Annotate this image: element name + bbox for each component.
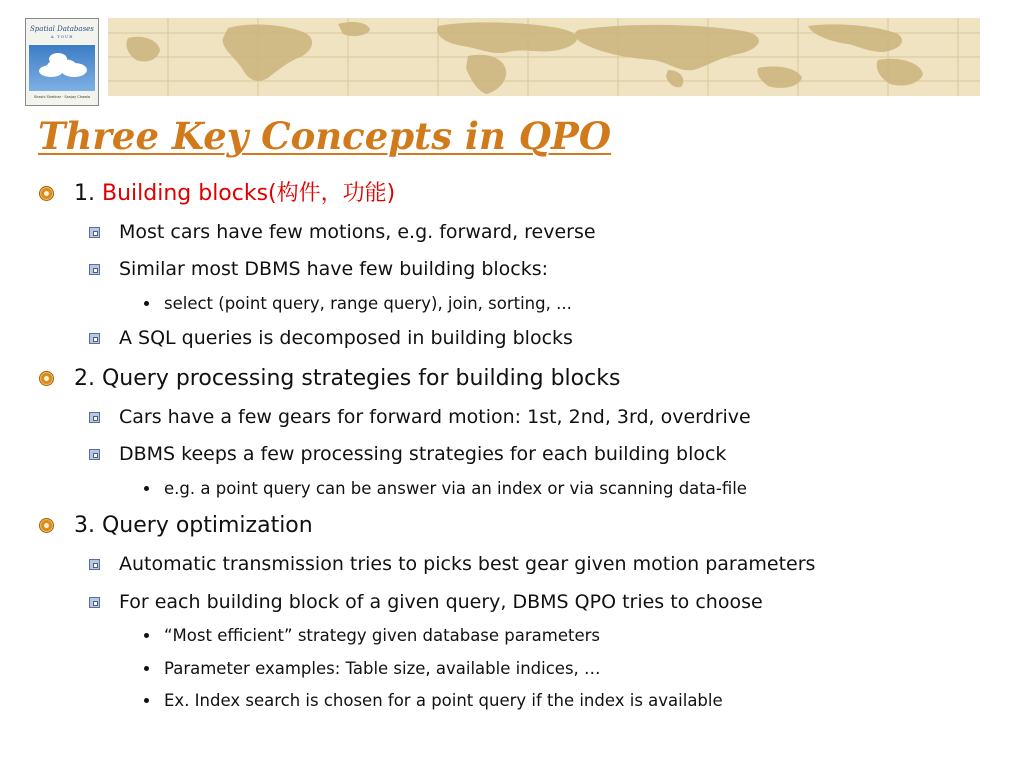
book-title-text: Spatial Databases (30, 25, 94, 33)
bullet-text: Parameter examples: Table size, available indices, … (164, 659, 601, 678)
bullet-marker-icon (39, 518, 54, 533)
book-cover-authors: Shashi Shekhar · Sanjay Chawla (33, 95, 91, 99)
bullet-item-level1 (74, 180, 395, 208)
bullet-item-level3 (164, 690, 723, 712)
bullet-text: select (point query, range query), join, sorting, ... (164, 294, 572, 313)
bullet-text: 3. Query optimization (74, 513, 313, 538)
bullet-text: “Most efficient” strategy given database parameters (164, 626, 601, 645)
bullet-item-level2 (119, 257, 548, 281)
square-bullet-icon (89, 227, 100, 238)
bullet-item-level3 (164, 293, 572, 315)
slide-title: Three Key Concepts in QPO (38, 114, 612, 158)
bullet-text: 2. Query processing strategies for building blocks (74, 366, 621, 391)
dot-bullet-icon (144, 666, 149, 671)
bullet-item-level2 (119, 220, 596, 244)
bullet-item-level3 (164, 478, 747, 500)
bullet-text: Cars have a few gears for forward motion: 1st, 2nd, 3rd, overdrive (119, 406, 751, 428)
bullet-item-level2 (119, 405, 751, 429)
dot-bullet-icon (144, 486, 149, 491)
bullet-text: A SQL queries is decomposed in building blocks (119, 327, 573, 349)
bullet-text: Automatic transmission tries to picks best gear given motion parameters (119, 553, 816, 575)
dot-bullet-icon (144, 633, 149, 638)
bullet-text: e.g. a point query can be answer via an index or via scanning data-file (164, 479, 747, 498)
bullet-item-level1 (74, 512, 313, 540)
bullet-text: DBMS keeps a few processing strategies for each building block (119, 443, 727, 465)
bullet-item-level3 (164, 625, 600, 647)
bullet-item-level2 (119, 326, 573, 350)
square-bullet-icon (89, 449, 100, 460)
square-bullet-icon (89, 264, 100, 275)
bullet-item-level1 (74, 365, 620, 393)
bullet-text: Similar most DBMS have few building blocks: (119, 258, 549, 280)
dot-bullet-icon (144, 698, 149, 703)
bullet-marker-icon (39, 186, 54, 201)
bullet-text: Ex. Index search is chosen for a point query if the index is available (164, 691, 723, 710)
bullet-item-level2 (119, 442, 726, 466)
bullet-text: For each building block of a given query, DBMS QPO tries to choose (119, 591, 763, 613)
square-bullet-icon (89, 333, 100, 344)
bullet-text: Most cars have few motions, e.g. forward, reverse (119, 221, 596, 243)
bullet-number: 1. (74, 181, 102, 206)
bullet-marker-icon (39, 371, 54, 386)
book-subtitle-text: A TOUR (50, 34, 74, 39)
bullet-item-level3 (164, 658, 601, 680)
square-bullet-icon (89, 597, 100, 608)
dot-bullet-icon (144, 301, 149, 306)
square-bullet-icon (89, 559, 100, 570)
bullet-text-highlight: Building blocks(构件，功能) (101, 181, 396, 206)
bullet-item-level2 (119, 552, 815, 576)
bullet-item-level2 (119, 590, 763, 614)
square-bullet-icon (89, 412, 100, 423)
